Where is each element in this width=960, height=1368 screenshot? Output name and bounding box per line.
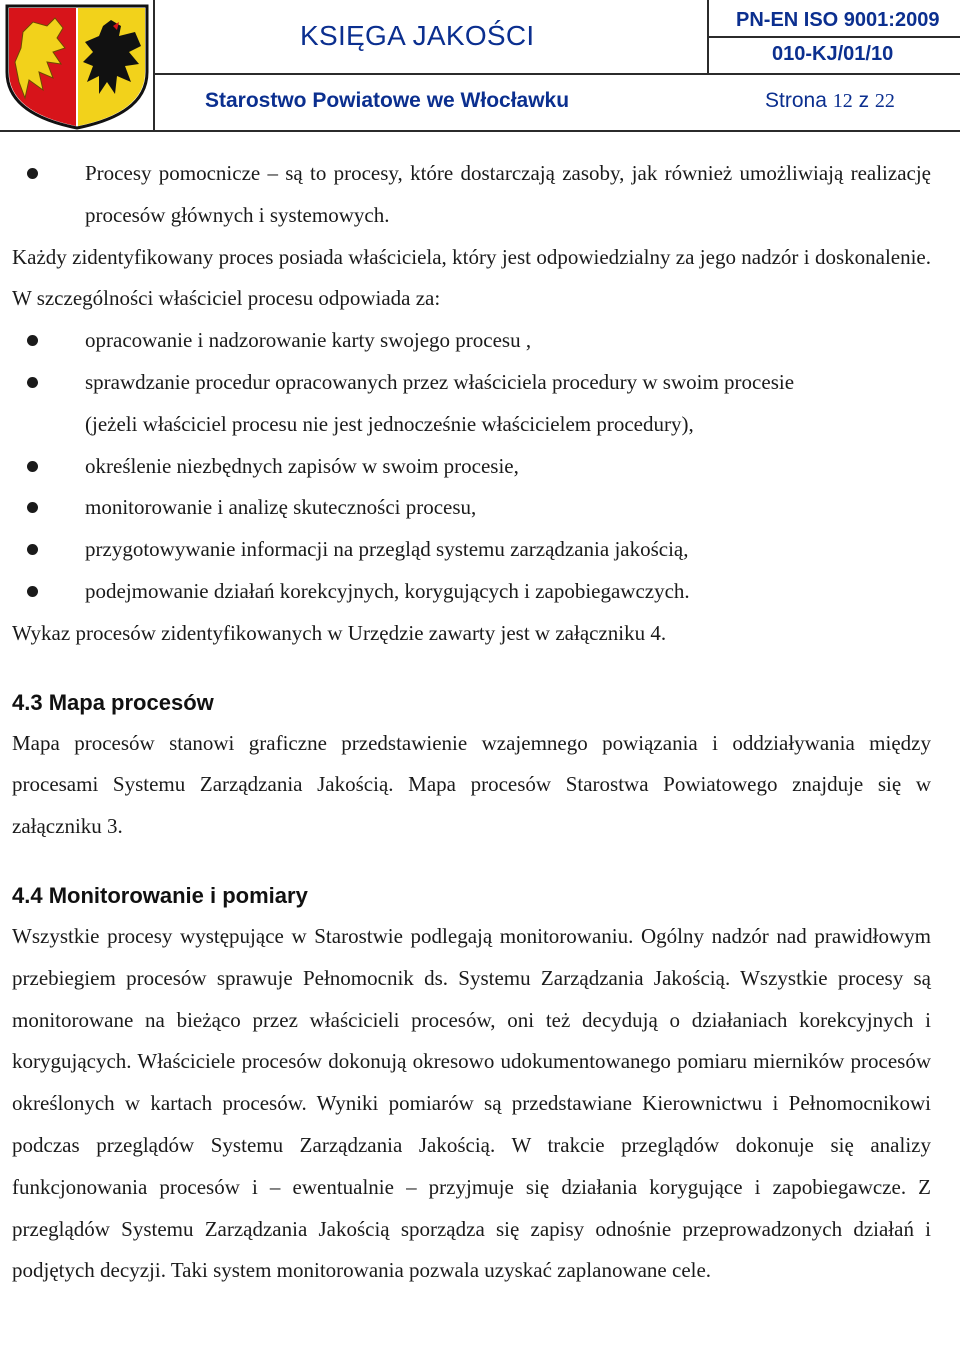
document-body — [12, 153, 931, 1292]
organization-name: Starostwo Powiatowe we Włocławku — [205, 89, 570, 112]
section-heading-process-map: 4.3 Mapa procesów — [12, 689, 214, 715]
process-list-paragraph: Wykaz procesów zidentyfikowanych w Urzędzie zawarty jest w załączniku 4. — [12, 620, 667, 645]
support-processes-paragraph: Procesy pomocnicze – są to procesy, które dostarczają zasoby, jak również umożliwiają realizację procesów głównych i systemowych. — [12, 153, 931, 237]
list-item-continuation: (jeżeli właściciel procesu nie jest jednocześnie właścicielem procedury), — [85, 411, 694, 436]
list-item: monitorowanie i analizę skuteczności procesu, — [12, 487, 931, 529]
coat-of-arms-icon — [3, 2, 151, 130]
page-number: 12 — [832, 90, 853, 112]
list-item: podejmowanie działań korekcyjnych, korygujących i zapobiegawczych. — [12, 571, 931, 613]
page-label: Strona — [765, 89, 827, 112]
list-item: określenie niezbędnych zapisów w swoim procesie, — [12, 446, 931, 488]
page-total: 22 — [874, 90, 895, 112]
document-code: 010-KJ/01/10 — [772, 43, 894, 65]
document-title: KSIĘGA JAKOŚCI — [300, 20, 535, 51]
page-separator: z — [858, 89, 870, 112]
list-item: przygotowywanie informacji na przegląd systemu zarządzania jakością, — [12, 529, 931, 571]
list-item: opracowanie i nadzorowanie karty swojego procesu , — [12, 320, 931, 362]
list-item: sprawdzanie procedur opracowanych przez właściciela procedury w swoim procesie — [12, 362, 931, 404]
process-map-paragraph: Mapa procesów stanowi graficzne przedstawienie wzajemnego powiązania i oddziaływania między procesami Systemu Zarządzania Jakością. Mapa procesów Starostwa Powiatowego znajduje się w załączniku 3. — [12, 730, 931, 839]
section-heading-monitoring: 4.4 Monitorowanie i pomiary — [12, 882, 308, 908]
standard-number: PN-EN ISO 9001:2009 — [736, 9, 940, 31]
monitoring-paragraph: Wszystkie procesy występujące w Starostwie podlegają monitorowaniu. Ogólny nadzór nad prawidłowym przebiegiem procesów sprawuje Pełnomocnik ds. Systemu Zarządzania Jakością. Wszystkie procesy są monitorowane na bieżąco przez właścicieli procesów, oni też decydują o działaniach korekcyjnych i korygujących. Właściciele procesów dokonują okresowo udokumentowanego pomiaru mierników procesów określonych w kartach procesów. Wyniki pomiarów są przedstawiane Kierownictwu i Pełnomocnikowi podczas przeglądów Systemu Zarządzania Jakością. W trakcie przeglądów dokonuje się analizy funkcjonowania procesów i – ewentualnie – przyjmuje się działania korygujące i zapobiegawcze. Z przeglądów Systemu Zarządzania Jakością sporządza się zapisy odnośnie przeprowadzonych działań i podjętych decyzji. Taki system monitorowania pozwala uzyskać zaplanowane cele. — [12, 923, 931, 1283]
process-owner-paragraph: Każdy zidentyfikowany proces posiada właściciela, który jest odpowiedzialny za jego nadzór i doskonalenie. W szczególności właściciel procesu odpowiada za: — [12, 244, 931, 311]
page-indicator — [765, 89, 895, 113]
document-header — [0, 0, 960, 132]
